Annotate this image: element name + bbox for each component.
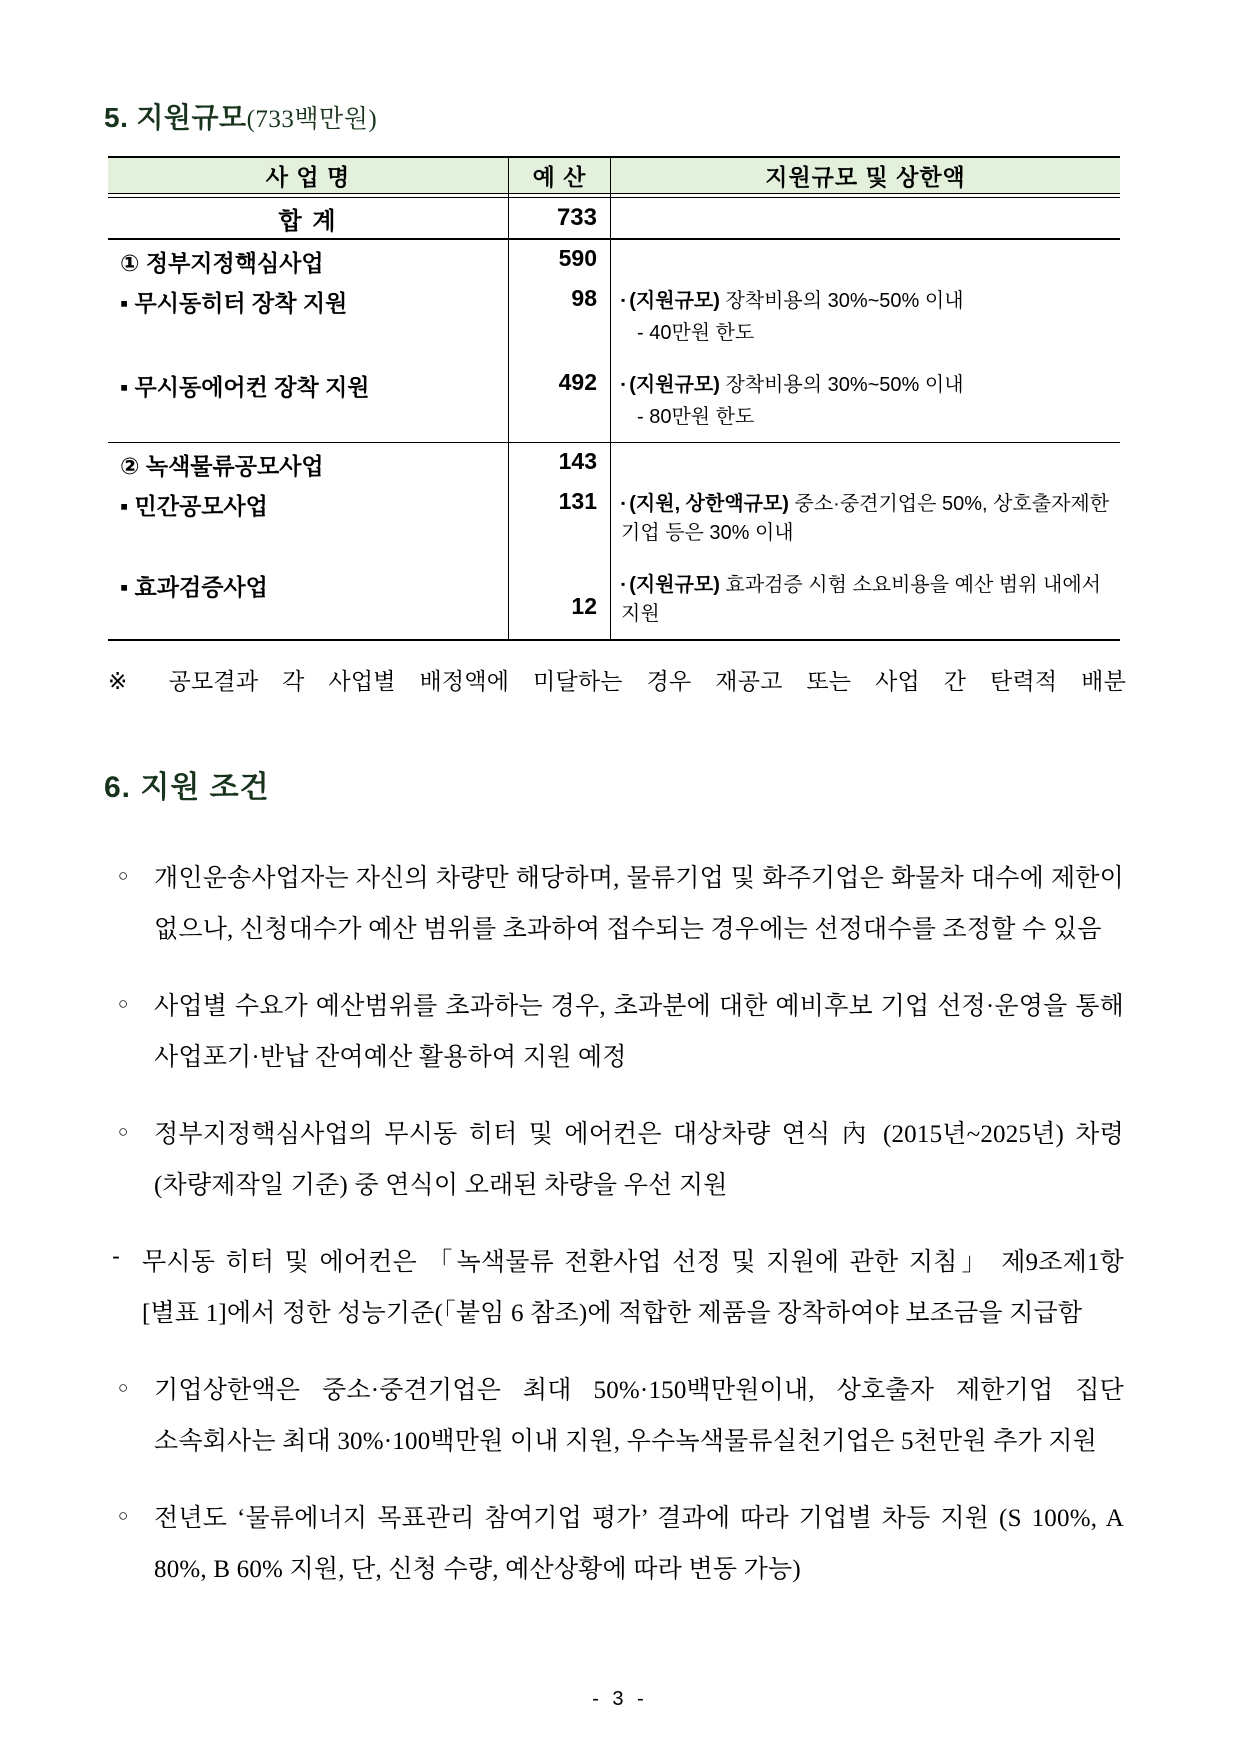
table-row-name: ▪ 민간공모사업 — [120, 493, 268, 519]
circle-bullet-icon: ○ — [118, 1122, 129, 1141]
table-row-budget: 98 — [508, 280, 610, 364]
section-5-title: 지원규모 — [136, 102, 247, 133]
list-item — [110, 1494, 1124, 1595]
list-item-text: 기업상한액은 중소·중견기업은 최대 50%·150백만원이내, 상호출자 제한기업 집단 소속회사는 최대 30%·100백만원 이내 지원, 우수녹색물류실천기업은 5천만원 추가 지원 — [154, 1377, 1124, 1455]
table-row-detail: ▪ (지원규모) 장착비용의 30%~50% 이내 - 80만원 한도 — [610, 364, 1120, 443]
support-conditions-list — [110, 854, 1124, 1595]
square-bullet-icon: ▪ — [621, 293, 626, 307]
list-item-text: 개인운송사업자는 자신의 차량만 해당하며, 물류기업 및 화주기업은 화물차 대수에 제한이 없으나, 신청대수가 예산 범위를 초과하여 접수되는 경우에는 선정대수를 조정할 수 있음 — [154, 865, 1124, 943]
circle-bullet-icon: ○ — [118, 866, 129, 885]
support-scale-table — [108, 156, 1120, 641]
total-row-name: 합 계 — [108, 198, 508, 240]
list-item-text: 사업별 수요가 예산범위를 초과하는 경우, 초과분에 대한 예비후보 기업 선정·운영을 통해 사업포기·반납 잔여예산 활용하여 지원 예정 — [154, 993, 1124, 1071]
list-item-text: 무시동 히터 및 에어컨은 「녹색물류 전환사업 선정 및 지원에 관한 지침」 제9조제1항 [별표 1]에서 정한 성능기준(「붙임 6 참조)에 적합한 제품을 장착하여야 보조금을 지급함 — [142, 1249, 1124, 1327]
square-bullet-icon: ▪ — [621, 377, 626, 391]
list-item — [110, 1366, 1124, 1467]
table-note: ※ 공모결과 각 사업별 배정액에 미달하는 경우 재공고 또는 사업 간 탄력적 배분 — [108, 668, 1126, 694]
section-6-title: 지원 조건 — [140, 771, 270, 804]
table-row-detail: ▪ (지원, 상한액규모) 중소·중견기업은 50%, 상호출자제한기업 등은 30% 이내 — [610, 483, 1120, 564]
list-item — [110, 1238, 1124, 1339]
table-row-detail: ▪ (지원규모) 장착비용의 30%~50% 이내 - 40만원 한도 — [610, 280, 1120, 364]
section-6-number: 6. — [104, 771, 132, 804]
section-5-suffix: (733백만원) — [246, 106, 378, 133]
table-row-budget: 131 — [508, 483, 610, 564]
table-row-budget: 590 — [508, 240, 610, 280]
total-row-budget: 733 — [508, 198, 610, 240]
section-6-heading — [104, 762, 1130, 806]
list-item-text: 정부지정핵심사업의 무시동 히터 및 에어컨은 대상차량 연식 內 (2015년~2025년) 차령(차량제작일 기준) 중 연식이 오래된 차량을 우선 지원 — [154, 1121, 1124, 1199]
table-row-budget: 143 — [508, 443, 610, 483]
list-item — [110, 982, 1124, 1083]
table-row-name: ① 정부지정핵심사업 — [120, 250, 324, 276]
header-cell-scale-limit: 지원규모 및 상한액 — [610, 156, 1120, 194]
header-cell-business-name: 사 업 명 — [108, 156, 508, 194]
table-row-budget: 492 — [508, 364, 610, 443]
dash-bullet-icon: - — [112, 1243, 120, 1270]
list-item-text: 전년도 ‘물류에너지 목표관리 참여기업 평가’ 결과에 따라 기업별 차등 지원 (S 100%, A 80%, B 60% 지원, 단, 신청 수량, 예산상황에 따라 변동 가능) — [154, 1505, 1124, 1583]
section-5-number: 5. — [104, 102, 129, 133]
table-row-detail: ▪ (지원규모) 효과검증 시험 소요비용을 예산 범위 내에서 지원 — [610, 564, 1120, 641]
table-row-detail — [610, 240, 1120, 280]
table-row-name: ▪ 무시동히터 장착 지원 — [120, 290, 348, 316]
section-5-heading — [104, 96, 1130, 136]
table-row-name: ▪ 효과검증사업 — [108, 564, 508, 641]
table-row-name: ② 녹색물류공모사업 — [120, 453, 324, 479]
page-number: - 3 - — [592, 1688, 648, 1710]
list-item — [110, 1110, 1124, 1211]
square-bullet-icon: ▪ — [621, 577, 626, 591]
table-row-detail-sub: - 40만원 한도 — [637, 322, 755, 344]
header-cell-budget: 예 산 — [508, 156, 610, 194]
table-row-budget: 12 — [508, 564, 610, 641]
total-row-detail — [610, 198, 1120, 240]
circle-bullet-icon: ○ — [118, 994, 129, 1013]
square-bullet-icon: ▪ — [621, 496, 626, 510]
table-row-detail-sub: - 80만원 한도 — [637, 406, 755, 428]
table-row-name: ▪ 무시동에어컨 장착 지원 — [108, 364, 508, 443]
circle-bullet-icon: ○ — [118, 1506, 129, 1525]
circle-bullet-icon: ○ — [118, 1378, 129, 1397]
list-item — [110, 854, 1124, 955]
table-row-detail — [610, 443, 1120, 483]
